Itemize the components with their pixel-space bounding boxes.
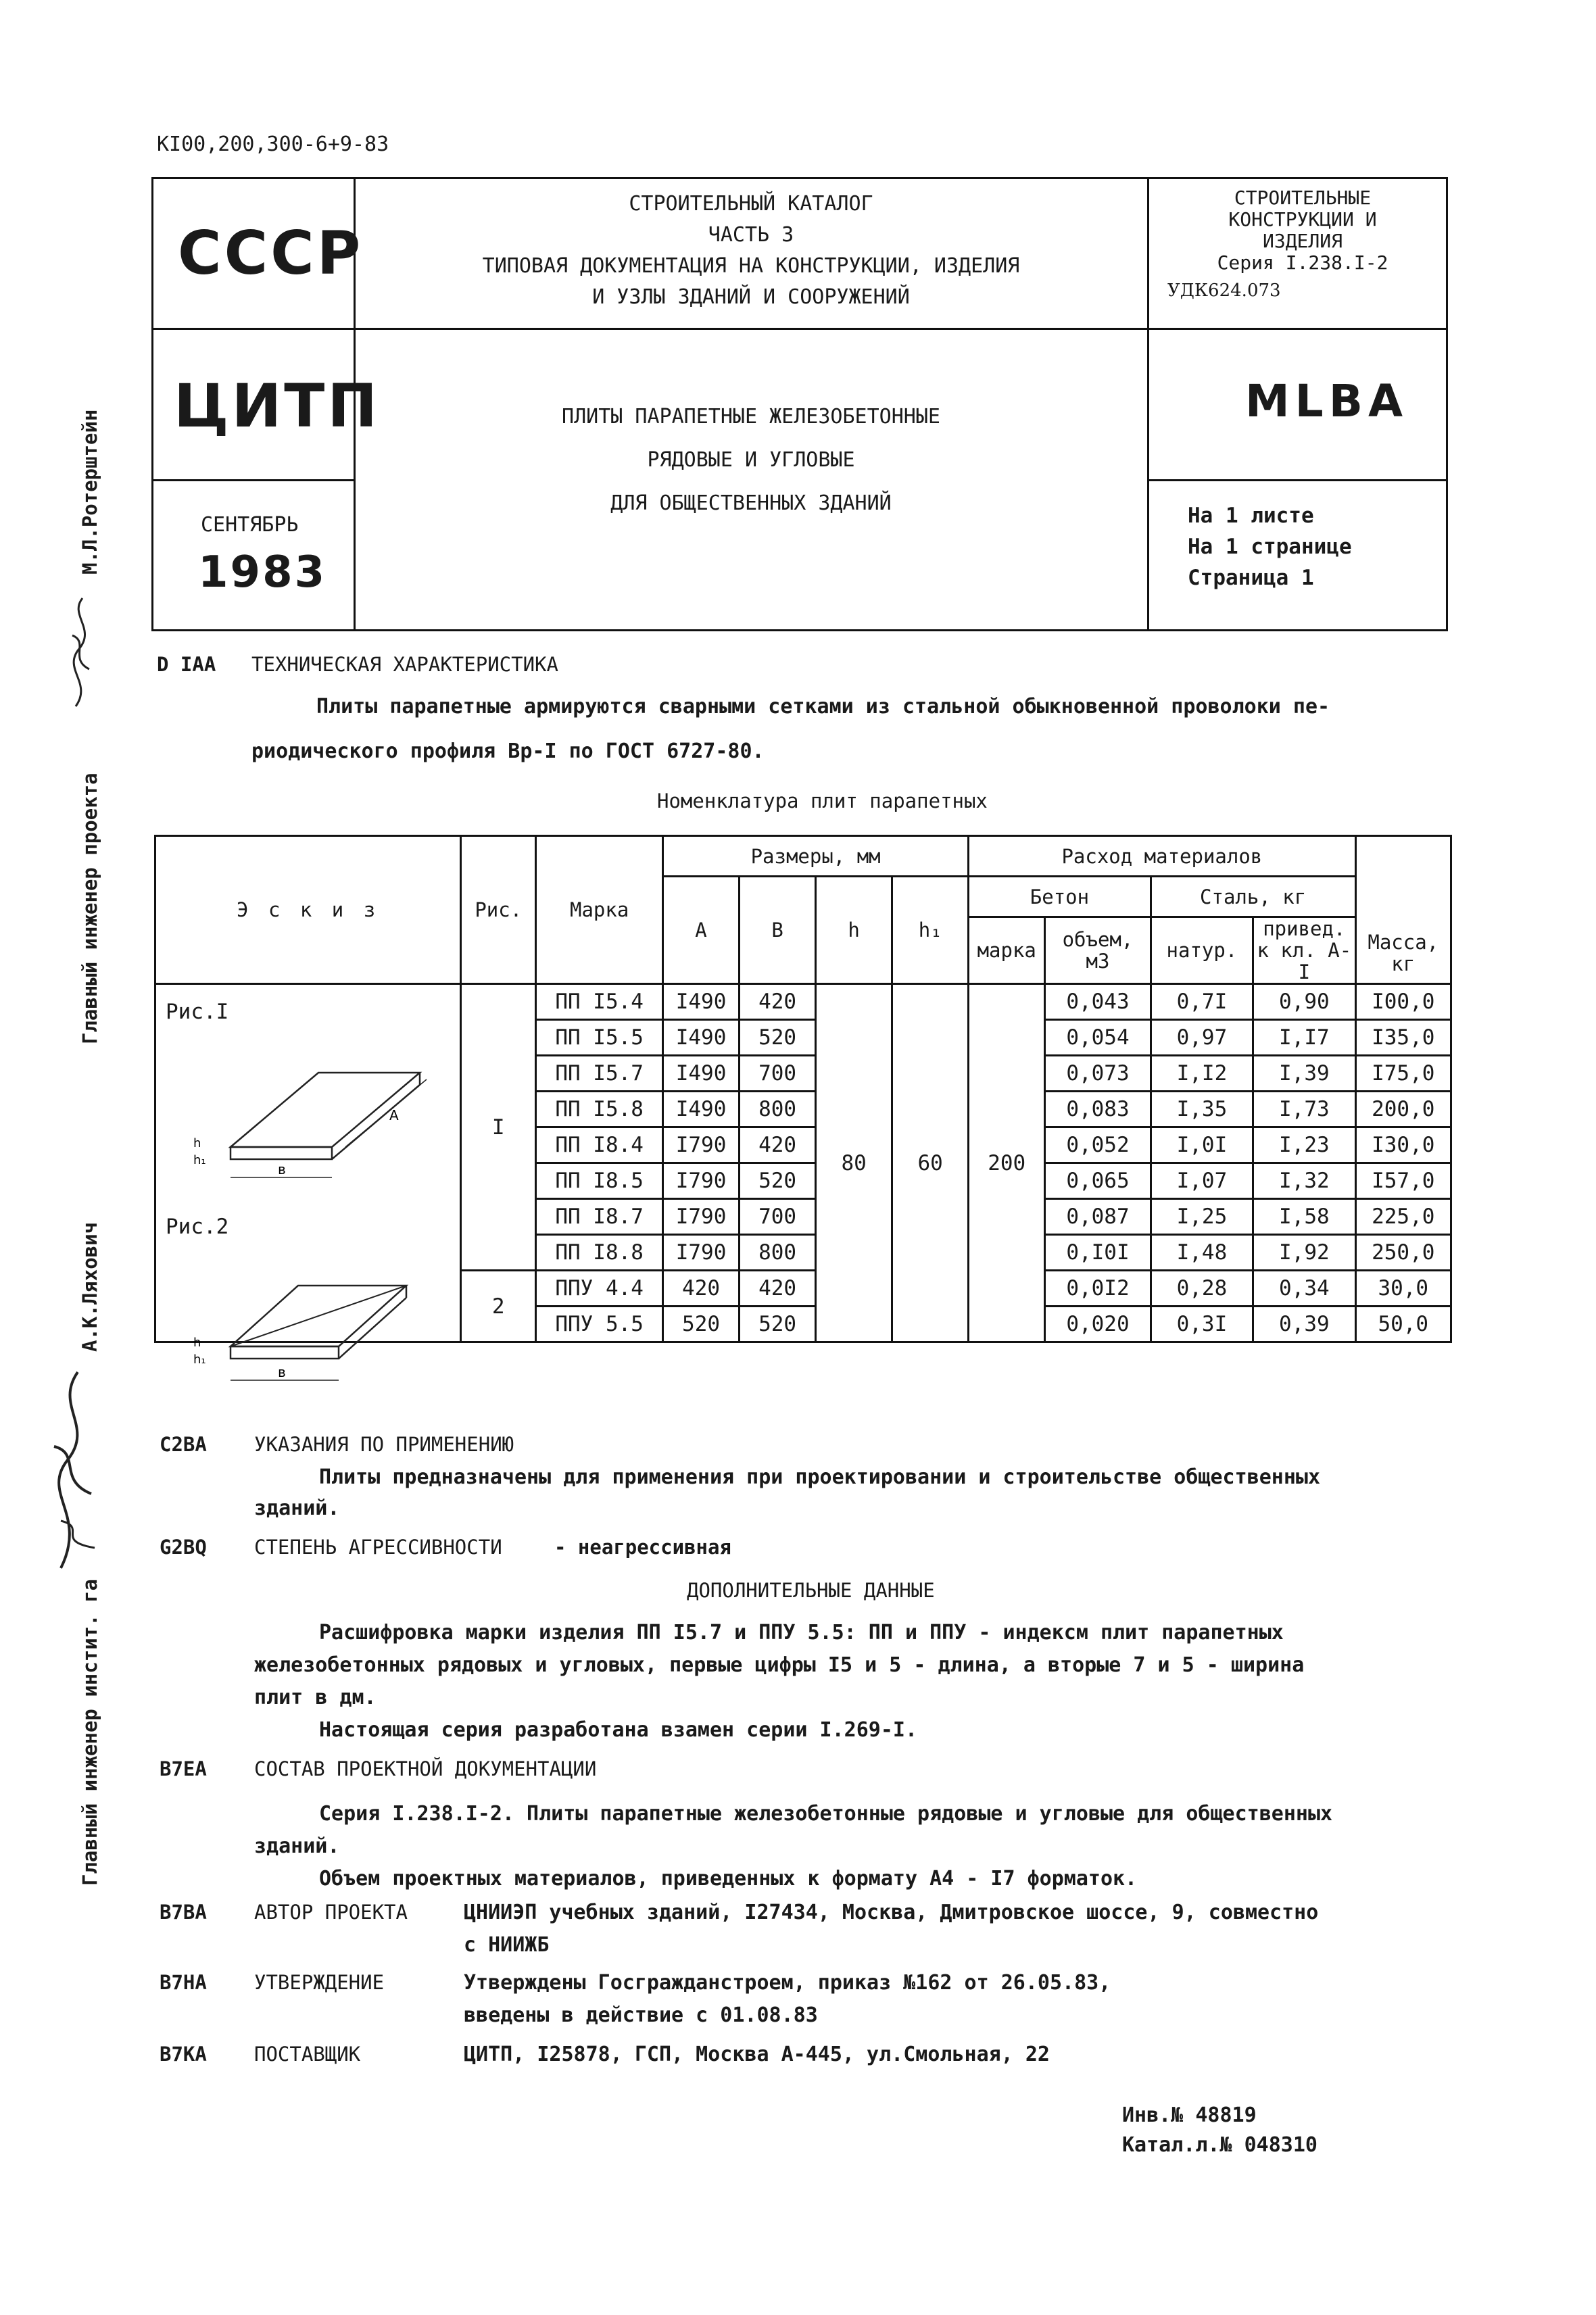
col-B: B [740, 877, 816, 984]
catalog-sheet-number: Катал.л.№ 048310 [1122, 2133, 1317, 2157]
natural-cell: 0,97 [1151, 1020, 1253, 1056]
sheet-info: На 1 листе На 1 странице Страница 1 [1188, 504, 1352, 590]
natural-cell: 0,7I [1151, 984, 1253, 1020]
b-cell: 420 [740, 1271, 816, 1307]
extra-line-4: Настоящая серия разработана взамен серии I.269-I. [319, 1718, 918, 1742]
natural-cell: I,I2 [1151, 1056, 1253, 1092]
usage-title: УКАЗАНИЯ ПО ПРИМЕНЕНИЮ [254, 1433, 514, 1456]
reduced-cell: I,73 [1253, 1092, 1355, 1127]
mass-cell: 225,0 [1355, 1199, 1451, 1235]
natural-cell: I,35 [1151, 1092, 1253, 1127]
svg-text:h₁: h₁ [193, 1353, 206, 1367]
col-sketch: Э с к и з [155, 836, 461, 984]
table-title: Номенклатура плит парапетных [657, 789, 988, 812]
a-cell: I490 [663, 1092, 740, 1127]
a-cell: I790 [663, 1199, 740, 1235]
b-cell: 420 [740, 984, 816, 1020]
composition-line-2: зданий. [254, 1834, 340, 1858]
h-cell: 80 [816, 984, 892, 1342]
reduced-cell: I,32 [1253, 1163, 1355, 1199]
supplier-code: B7KA [160, 2043, 207, 2066]
a-cell: I790 [663, 1127, 740, 1163]
usage-text-1: Плиты предназначены для применения при проектировании и строительстве общественных [319, 1465, 1321, 1489]
extra-title: ДОПОЛНИТЕЛЬНЫЕ ДАННЫЕ [687, 1579, 935, 1602]
supplier-title: ПОСТАВЩИК [254, 2043, 361, 2066]
mass-cell: 50,0 [1355, 1307, 1451, 1342]
signature-2 [41, 1365, 108, 1582]
month-label: СЕНТЯБРЬ [201, 513, 299, 537]
a-cell: 420 [663, 1271, 740, 1307]
mark-cell: ППУ 5.5 [536, 1307, 663, 1342]
natural-cell: I,48 [1151, 1235, 1253, 1271]
fig1-sketch [163, 1039, 447, 1194]
volume-cell: 0,054 [1045, 1020, 1151, 1056]
col-h1: h₁ [892, 877, 969, 984]
country-label: СССР [178, 218, 364, 288]
approval-code: B7HA [160, 1971, 207, 1994]
approval-title: УТВЕРЖДЕНИЕ [254, 1971, 385, 1994]
mark-cell: ПП I5.4 [536, 984, 663, 1020]
mass-cell: I30,0 [1355, 1127, 1451, 1163]
b-cell: 700 [740, 1056, 816, 1092]
extra-line-3: плит в дм. [254, 1686, 377, 1709]
reduced-cell: I,58 [1253, 1199, 1355, 1235]
b-cell: 520 [740, 1020, 816, 1056]
document-code: KI00,200,300-6+9-83 [157, 132, 389, 156]
natural-cell: 0,28 [1151, 1271, 1253, 1307]
b-cell: 520 [740, 1163, 816, 1199]
institute-engineer-label: Главный инженер инстит. га [78, 1579, 101, 1886]
col-consumption: Расход материалов [969, 836, 1355, 877]
supplier-line-1: ЦИТП, I25878, ГСП, Москва А-445, ул.Смольная, 22 [464, 2043, 1050, 2066]
mass-cell: 200,0 [1355, 1092, 1451, 1127]
reduced-cell: I,39 [1253, 1056, 1355, 1092]
h1-cell: 60 [892, 984, 969, 1342]
mark-cell: ППУ 4.4 [536, 1271, 663, 1307]
mass-cell: 250,0 [1355, 1235, 1451, 1271]
product-title: ПЛИТЫ ПАРАПЕТНЫЕ ЖЕЛЕЗОБЕТОННЫЕ РЯДОВЫЕ И УГЛОВЫЕ ДЛЯ ОБЩЕСТВЕННЫХ ЗДАНИЙ [562, 405, 940, 515]
usage-text-2: зданий. [254, 1496, 340, 1520]
mass-cell: I00,0 [1355, 984, 1451, 1020]
fig-number-1: I [461, 984, 536, 1271]
a-cell: I490 [663, 1020, 740, 1056]
institute-engineer-name: А.К.Ляхович [78, 1221, 101, 1352]
tech-code: D IAA [157, 653, 216, 676]
volume-cell: 0,073 [1045, 1056, 1151, 1092]
chief-engineer-label: Главный инженер проекта [78, 773, 101, 1044]
col-mark: Марка [536, 836, 663, 984]
udk-label: УДК624.073 [1167, 281, 1281, 301]
catalog-title: СТРОИТЕЛЬНЫЙ КАТАЛОГ ЧАСТЬ 3 ТИПОВАЯ ДОКУМЕНТАЦИЯ НА КОНСТРУКЦИИ, ИЗДЕЛИЯ И УЗЛЫ ЗДАНИЙ И СООРУЖЕНИЙ [482, 192, 1020, 309]
reduced-cell: 0,90 [1253, 984, 1355, 1020]
b-cell: 700 [740, 1199, 816, 1235]
svg-text:в: в [278, 1364, 286, 1380]
volume-cell: 0,083 [1045, 1092, 1151, 1127]
mark-cell: ПП I5.8 [536, 1092, 663, 1127]
author-line-1: ЦНИИЭП учебных зданий, I27434, Москва, Дмитровское шоссе, 9, совместно [464, 1901, 1319, 1924]
mark-cell: ПП I5.7 [536, 1056, 663, 1092]
volume-cell: 0,I0I [1045, 1235, 1151, 1271]
nomenclature-table [154, 835, 1452, 1380]
natural-cell: I,07 [1151, 1163, 1253, 1199]
section-info: СТРОИТЕЛЬНЫЕ КОНСТРУКЦИИ И ИЗДЕЛИЯ Серия I.238.I-2 [1217, 187, 1388, 274]
col-reduced: привед. к кл. A-I [1253, 917, 1355, 984]
volume-cell: 0,065 [1045, 1163, 1151, 1199]
mass-cell: I57,0 [1355, 1163, 1451, 1199]
composition-code: B7EA [160, 1757, 207, 1780]
volume-cell: 0,087 [1045, 1199, 1151, 1235]
col-sizes: Размеры, мм [663, 836, 969, 877]
signature-1 [62, 595, 103, 710]
b-cell: 800 [740, 1092, 816, 1127]
svg-text:A: A [389, 1107, 399, 1123]
author-title: АВТОР ПРОЕКТА [254, 1901, 408, 1924]
header-block [151, 177, 1448, 631]
aggr-code: G2BQ [160, 1536, 207, 1559]
a-cell: 520 [663, 1307, 740, 1342]
col-concrete: Бетон [969, 877, 1151, 917]
extra-line-2: железобетонных рядовых и угловых, первые цифры I5 и 5 - длина, а вторые 7 и 5 - ширина [254, 1653, 1305, 1677]
approval-line-2: введены в действие с 01.08.83 [464, 2003, 818, 2027]
composition-line-1: Серия I.238.I-2. Плиты парапетные железобетонные рядовые и угловые для общественных [319, 1802, 1333, 1826]
year-label: 1983 [198, 547, 327, 598]
fig2-label: Рис.2 [166, 1215, 229, 1239]
tech-text-2: риодического профиля Вр-I по ГОСТ 6727-80. [251, 739, 765, 763]
col-steel: Сталь, кг [1151, 877, 1355, 917]
svg-text:в: в [278, 1161, 286, 1177]
col-A: A [663, 877, 740, 984]
volume-cell: 0,043 [1045, 984, 1151, 1020]
inventory-number: Инв.№ 48819 [1122, 2103, 1257, 2127]
reduced-cell: I,23 [1253, 1127, 1355, 1163]
mass-cell: I35,0 [1355, 1020, 1451, 1056]
mark-cell: ПП I8.4 [536, 1127, 663, 1163]
volume-cell: 0,020 [1045, 1307, 1151, 1342]
extra-line-1: Расшифровка марки изделия ПП I5.7 и ППУ 5.5: ПП и ППУ - индексм плит парапетных [319, 1621, 1284, 1644]
mass-cell: I75,0 [1355, 1056, 1451, 1092]
table-row [155, 984, 1451, 1020]
a-cell: I790 [663, 1235, 740, 1271]
reduced-cell: 0,34 [1253, 1271, 1355, 1307]
aggr-title: СТЕПЕНЬ АГРЕССИВНОСТИ [254, 1536, 502, 1559]
chief-engineer-name: М.Л.Ротерштейн [78, 409, 101, 575]
b-cell: 520 [740, 1307, 816, 1342]
reduced-cell: I,I7 [1253, 1020, 1355, 1056]
natural-cell: I,25 [1151, 1199, 1253, 1235]
fig-number-2: 2 [461, 1271, 536, 1342]
natural-cell: 0,3I [1151, 1307, 1253, 1342]
mark-cell: ПП I5.5 [536, 1020, 663, 1056]
composition-title: СОСТАВ ПРОЕКТНОЙ ДОКУМЕНТАЦИИ [254, 1757, 597, 1780]
col-conc-mark: марка [969, 917, 1045, 984]
svg-text:h: h [193, 1136, 201, 1150]
composition-line-3: Объем проектных материалов, приведенных к формату А4 - I7 форматок. [319, 1867, 1138, 1891]
aggr-value: - неагрессивная [554, 1536, 731, 1559]
fig2-sketch [163, 1245, 447, 1400]
col-fig: Рис. [461, 836, 536, 984]
usage-code: C2BA [160, 1433, 207, 1456]
mark-cell: ПП I8.8 [536, 1235, 663, 1271]
svg-text:h₁: h₁ [193, 1153, 206, 1167]
tech-title: ТЕХНИЧЕСКАЯ ХАРАКТЕРИСТИКА [251, 653, 558, 676]
col-h: h [816, 877, 892, 984]
mark-cell: ПП I8.5 [536, 1163, 663, 1199]
mass-cell: 30,0 [1355, 1271, 1451, 1307]
b-cell: 800 [740, 1235, 816, 1271]
a-cell: I490 [663, 984, 740, 1020]
a-cell: I490 [663, 1056, 740, 1092]
author-line-2: с НИИЖБ [464, 1933, 550, 1957]
fig1-label: Рис.I [166, 1000, 229, 1024]
volume-cell: 0,0I2 [1045, 1271, 1151, 1307]
volume-cell: 0,052 [1045, 1127, 1151, 1163]
approval-line-1: Утверждены Госгражданстроем, приказ №162 от 26.05.83, [464, 1971, 1111, 1995]
mark-cell: ПП I8.7 [536, 1199, 663, 1235]
author-code: B7BA [160, 1901, 207, 1924]
b-cell: 420 [740, 1127, 816, 1163]
natural-cell: I,0I [1151, 1127, 1253, 1163]
conc-mark-cell: 200 [969, 984, 1045, 1342]
col-natural: натур. [1151, 917, 1253, 984]
classification-code: MLBA [1245, 375, 1409, 427]
col-mass: Масса, кг [1355, 836, 1451, 984]
svg-text:h: h [193, 1336, 201, 1350]
reduced-cell: 0,39 [1253, 1307, 1355, 1342]
col-volume: объем, м3 [1045, 917, 1151, 984]
sketch-cell [155, 984, 461, 1380]
a-cell: I790 [663, 1163, 740, 1199]
reduced-cell: I,92 [1253, 1235, 1355, 1271]
agency-label: ЦИТП [174, 371, 380, 441]
tech-text-1: Плиты парапетные армируются сварными сетками из стальной обыкновенной проволоки пе- [316, 695, 1330, 718]
